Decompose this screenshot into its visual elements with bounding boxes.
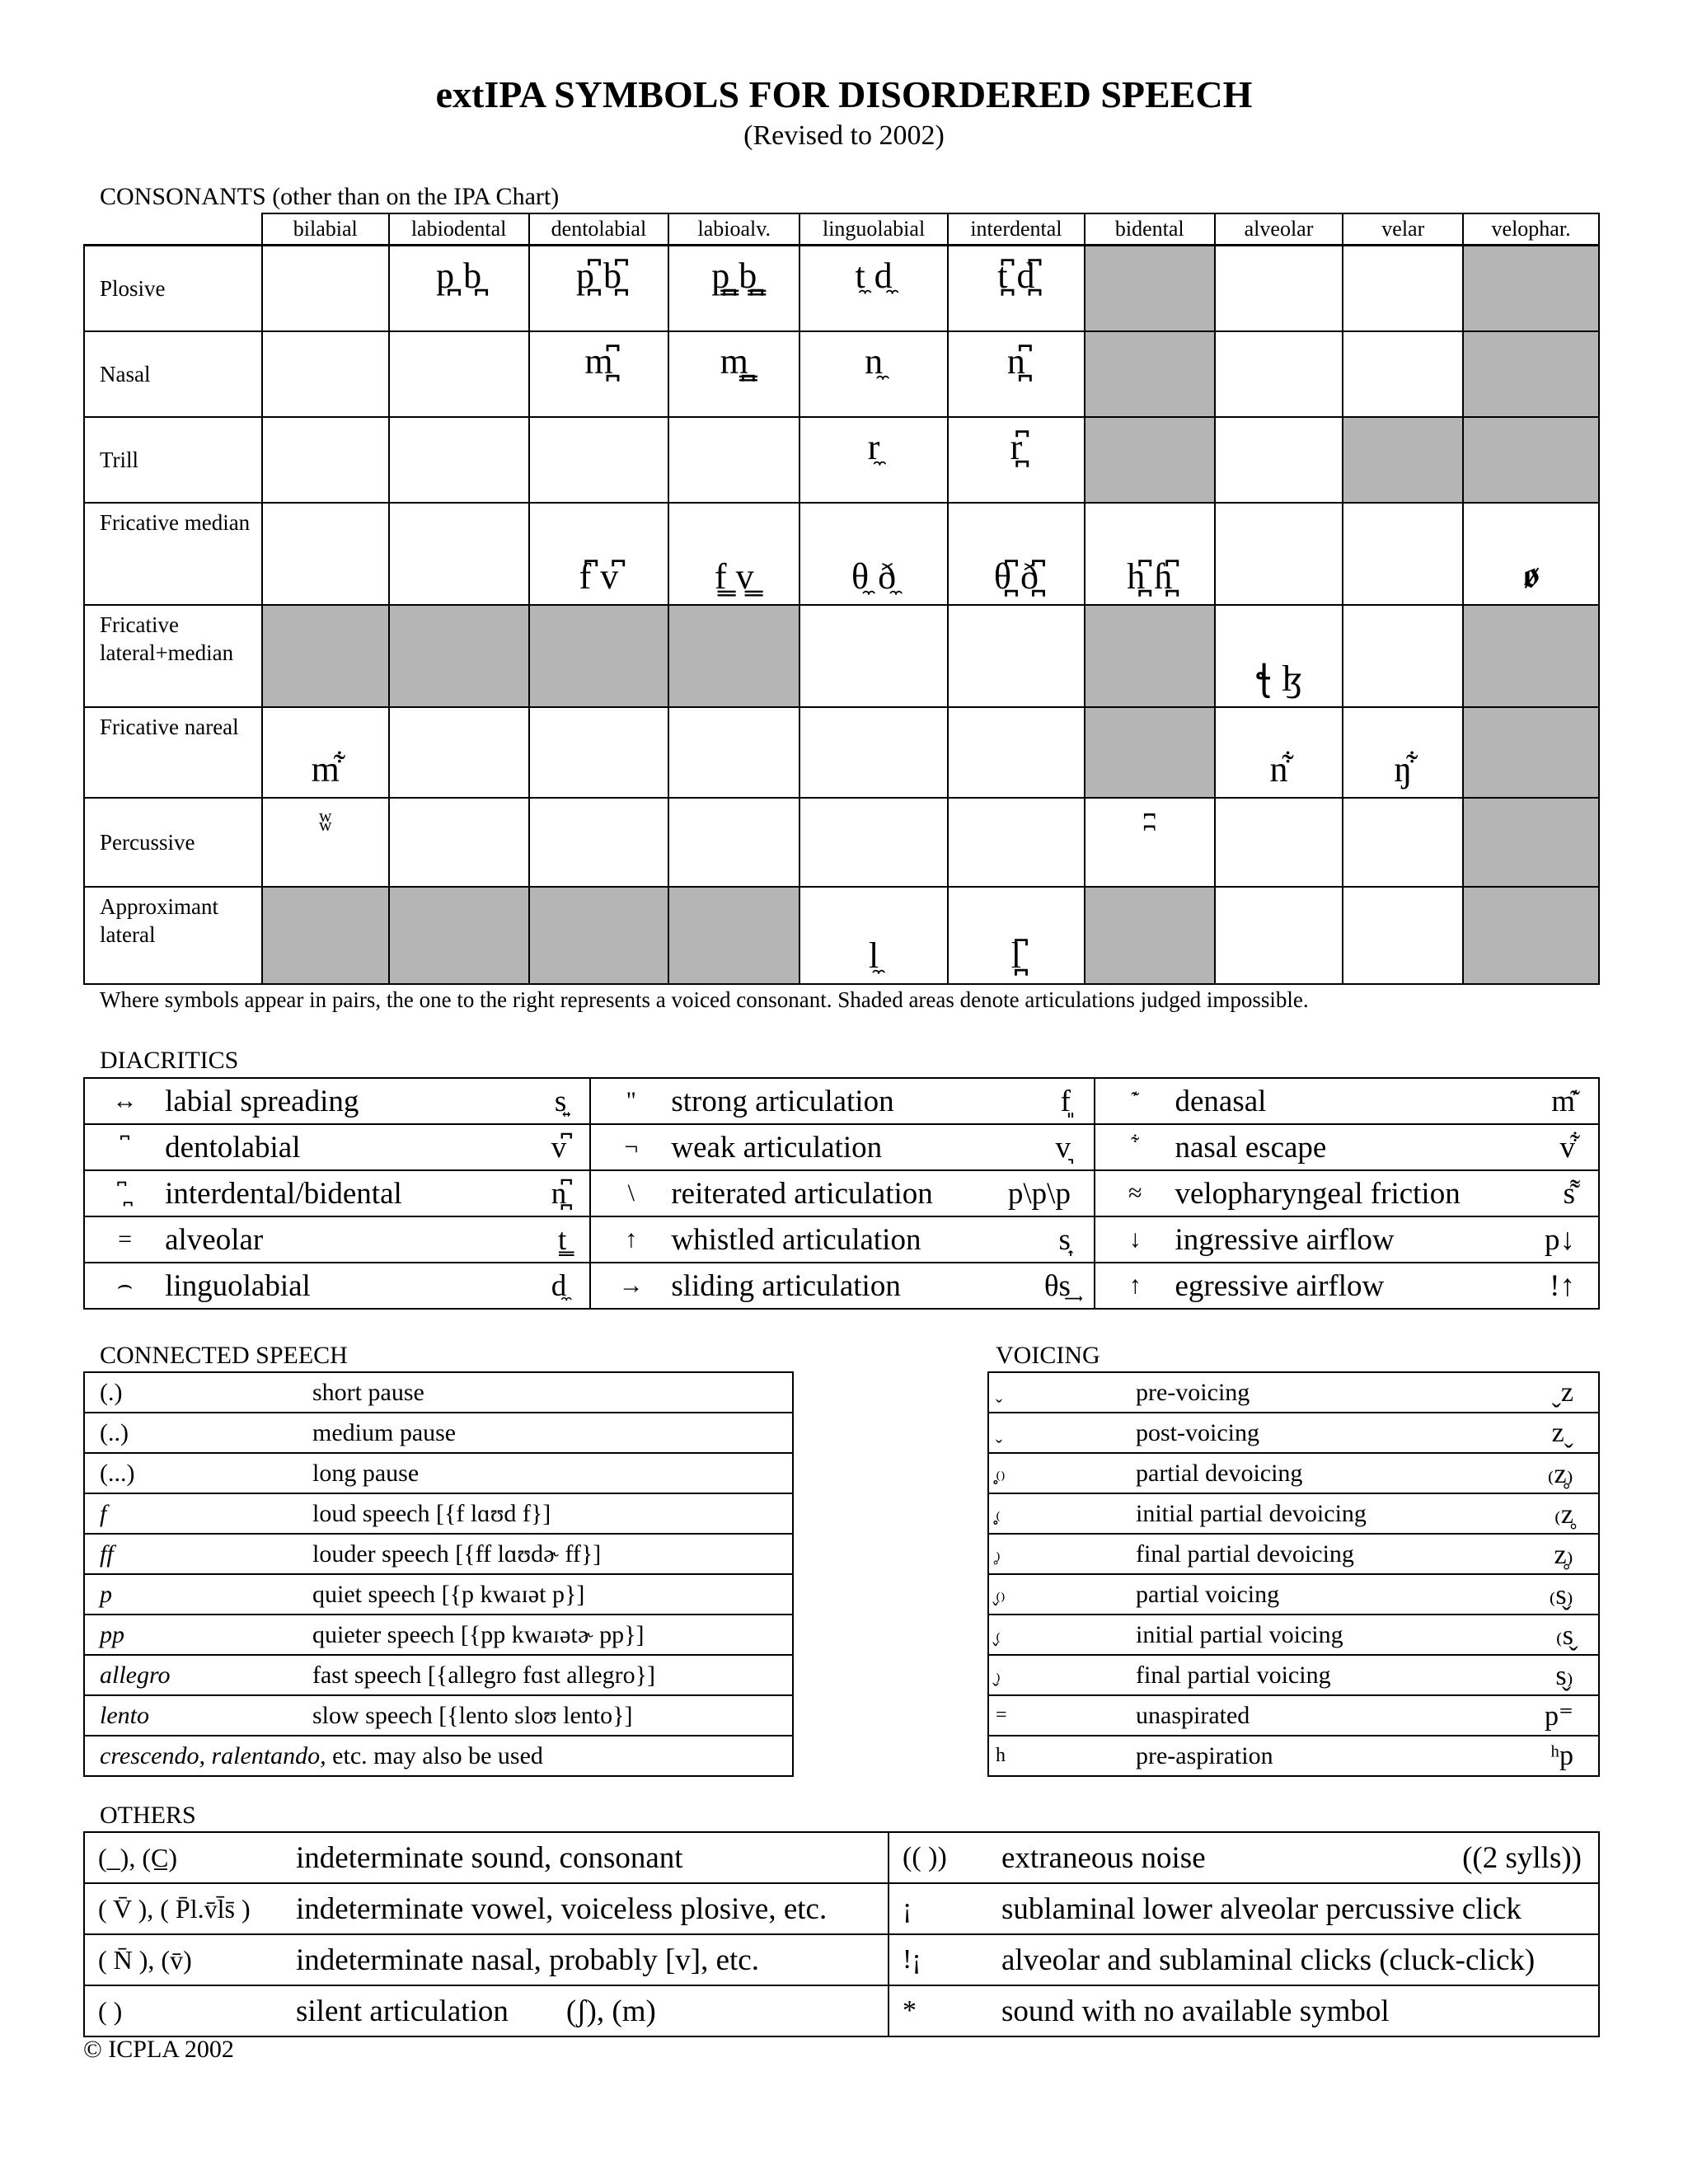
diacritic-mark: = bbox=[84, 1216, 165, 1263]
cell bbox=[1343, 605, 1463, 707]
others-heading: OTHERS bbox=[100, 1802, 196, 1829]
others-symbol: ( ) bbox=[84, 1985, 296, 2036]
voicing-mark: ₍̬₎ bbox=[988, 1574, 1136, 1615]
diacritic-example: !↑ bbox=[1463, 1263, 1599, 1309]
cell bbox=[799, 605, 948, 707]
cell bbox=[262, 331, 389, 417]
cell: ʭ bbox=[1085, 798, 1215, 887]
cs-description: medium pause bbox=[298, 1413, 793, 1453]
row-label: Fricative nareal bbox=[84, 707, 262, 798]
diacritic-example: θs͢ bbox=[958, 1263, 1095, 1309]
cell: n͋ bbox=[1215, 707, 1343, 798]
voicing-description: pre-aspiration bbox=[1136, 1736, 1499, 1776]
cell: n̪͆ bbox=[948, 331, 1085, 417]
others-symbol: ( N̄ ), (v̄) bbox=[84, 1934, 296, 1985]
diacritic-mark: ⌢ bbox=[84, 1263, 165, 1309]
col-alveolar: alveolar bbox=[1215, 213, 1343, 246]
diacritic-mark: ¬ bbox=[590, 1124, 671, 1170]
diacritic-mark bbox=[1095, 1124, 1175, 1170]
voicing-example: s̬₎ bbox=[1499, 1655, 1599, 1695]
diacritic-label: labial spreading bbox=[165, 1084, 359, 1118]
row-trill bbox=[84, 417, 1599, 503]
diacritic-example: v͉ bbox=[958, 1124, 1095, 1170]
col-bilabial: bilabial bbox=[262, 213, 389, 246]
col-dentolabial: dentolabial bbox=[529, 213, 669, 246]
connected-speech-row bbox=[84, 1493, 793, 1534]
cell: m̪͇ bbox=[668, 331, 799, 417]
diacritic-mark bbox=[1095, 1078, 1175, 1124]
voicing-row bbox=[988, 1736, 1599, 1776]
cs-description: fast speech [{allegro fɑst allegro}] bbox=[298, 1655, 793, 1695]
others-symbol: (_), (C̲) bbox=[84, 1832, 296, 1883]
voicing-row bbox=[988, 1655, 1599, 1695]
cs-description: quieter speech [{pp kwaɪətɚ pp}] bbox=[298, 1615, 793, 1655]
cs-footer bbox=[84, 1736, 793, 1776]
row-label: Fricative median bbox=[84, 503, 262, 605]
voicing-mark: h bbox=[988, 1736, 1136, 1776]
cell bbox=[799, 798, 948, 887]
voicing-example: ₍z̥ bbox=[1499, 1493, 1599, 1534]
diacritic-mark: ↑ bbox=[590, 1216, 671, 1263]
cell: n̼ bbox=[799, 331, 948, 417]
cell bbox=[1343, 246, 1463, 331]
cell: f͆ v͆ bbox=[529, 503, 669, 605]
diacritic-label: denasal bbox=[1175, 1084, 1267, 1118]
shaded-cell bbox=[389, 605, 529, 707]
cs-description: long pause bbox=[298, 1453, 793, 1493]
cs-symbol: allegro bbox=[84, 1655, 298, 1695]
shaded-cell bbox=[668, 605, 799, 707]
voicing-mark: ˬ bbox=[988, 1372, 1136, 1413]
shaded-cell bbox=[1463, 798, 1599, 887]
diacritic-row bbox=[84, 1124, 1599, 1170]
cell bbox=[1215, 331, 1343, 417]
diacritic-row bbox=[84, 1263, 1599, 1309]
voicing-example: ˬz bbox=[1499, 1372, 1599, 1413]
col-velopharyngeal: velophar. bbox=[1463, 213, 1599, 246]
shaded-cell bbox=[1343, 417, 1463, 503]
shaded-cell bbox=[1463, 417, 1599, 503]
voicing-row bbox=[988, 1534, 1599, 1574]
shaded-cell bbox=[1463, 605, 1599, 707]
diacritic-example: d̼ bbox=[455, 1263, 590, 1309]
diacritic-row bbox=[84, 1078, 1599, 1124]
cs-description: loud speech [{f lɑʊd f}] bbox=[298, 1493, 793, 1534]
cell bbox=[389, 503, 529, 605]
others-description: indeterminate nasal, probably [v], etc. bbox=[296, 1934, 889, 1985]
voicing-row bbox=[988, 1695, 1599, 1736]
consonants-header-row bbox=[84, 213, 1599, 246]
cell: l̼ bbox=[799, 887, 948, 984]
diacritic-mark: \ bbox=[590, 1170, 671, 1216]
diacritic-mark: → bbox=[590, 1263, 671, 1309]
cs-symbol: p bbox=[84, 1574, 298, 1615]
cell: ꬾ bbox=[1463, 503, 1599, 605]
voicing-description: partial voicing bbox=[1136, 1574, 1499, 1615]
diacritic-label: dentolabial bbox=[165, 1130, 301, 1165]
cell: t̪͆ d̪͆ bbox=[948, 246, 1085, 331]
others-row bbox=[84, 1934, 1599, 1985]
voicing-example: zˬ bbox=[1499, 1413, 1599, 1453]
cell bbox=[948, 605, 1085, 707]
row-label: Approximant lateral bbox=[84, 887, 262, 984]
voicing-mark: ̥₎ bbox=[988, 1534, 1136, 1574]
row-percussive bbox=[84, 798, 1599, 887]
connected-speech-row bbox=[84, 1413, 793, 1453]
cell: ŋ͋ bbox=[1343, 707, 1463, 798]
cell bbox=[948, 798, 1085, 887]
others-row bbox=[84, 1985, 1599, 2036]
diacritic-label: strong articulation bbox=[671, 1084, 894, 1118]
shaded-cell bbox=[262, 605, 389, 707]
row-label: Percussive bbox=[84, 798, 262, 887]
cell: h̪͆ ɦ̪͆ bbox=[1085, 503, 1215, 605]
diacritic-example: m͊ bbox=[1463, 1078, 1599, 1124]
connected-speech-row bbox=[84, 1655, 793, 1695]
cell bbox=[262, 503, 389, 605]
connected-speech-table bbox=[83, 1371, 794, 1777]
page-title: extIPA SYMBOLS FOR DISORDERED SPEECH bbox=[435, 73, 1253, 115]
cell bbox=[389, 798, 529, 887]
row-nasal bbox=[84, 331, 1599, 417]
cell: l̪͆ bbox=[948, 887, 1085, 984]
voicing-mark: ₍̬ bbox=[988, 1615, 1136, 1655]
cs-description: short pause bbox=[298, 1372, 793, 1413]
shaded-cell bbox=[529, 605, 669, 707]
others-description-cell bbox=[1001, 1832, 1599, 1883]
shaded-cell bbox=[1463, 887, 1599, 984]
row-fricative-median bbox=[84, 503, 1599, 605]
cell bbox=[799, 707, 948, 798]
col-interdental: interdental bbox=[948, 213, 1085, 246]
cell bbox=[1343, 331, 1463, 417]
cell: ʬ bbox=[262, 798, 389, 887]
cell bbox=[668, 417, 799, 503]
cell: ꞎ ɮ bbox=[1215, 605, 1343, 707]
diacritic-example: f͈ bbox=[958, 1078, 1095, 1124]
shaded-cell bbox=[389, 887, 529, 984]
voicing-description: unaspirated bbox=[1136, 1695, 1499, 1736]
cell bbox=[262, 417, 389, 503]
voicing-row bbox=[988, 1493, 1599, 1534]
shaded-cell bbox=[529, 887, 669, 984]
cell: r̪͆ bbox=[948, 417, 1085, 503]
voicing-mark: ₍̥₎ bbox=[988, 1453, 1136, 1493]
col-linguolabial: linguolabial bbox=[799, 213, 948, 246]
diacritic-example: s͌ bbox=[1463, 1170, 1599, 1216]
connected-speech-row bbox=[84, 1372, 793, 1413]
diacritics-heading: DIACRITICS bbox=[100, 1047, 239, 1074]
others-symbol: (( )) bbox=[889, 1832, 1001, 1883]
cell: t̼ d̼ bbox=[799, 246, 948, 331]
voicing-description: final partial devoicing bbox=[1136, 1534, 1499, 1574]
others-description: indeterminate sound, consonant bbox=[296, 1832, 889, 1883]
connected-speech-row bbox=[84, 1453, 793, 1493]
cs-symbol: lento bbox=[84, 1695, 298, 1736]
diacritic-label: interdental/bidental bbox=[165, 1176, 402, 1211]
cell bbox=[389, 331, 529, 417]
others-description: alveolar and sublaminal clicks (cluck-click) bbox=[1001, 1934, 1599, 1985]
cell: p̪͆ b̪͆ bbox=[529, 246, 669, 331]
diacritic-mark: ↔ bbox=[84, 1078, 165, 1124]
cell: m͋ bbox=[262, 707, 389, 798]
others-description: silent articulation bbox=[296, 1994, 509, 2028]
voicing-description: pre-voicing bbox=[1136, 1372, 1499, 1413]
diacritic-mark: " bbox=[590, 1078, 671, 1124]
cell: p̪͇ b̪͇ bbox=[668, 246, 799, 331]
voicing-table bbox=[987, 1371, 1600, 1777]
cell bbox=[262, 246, 389, 331]
others-table bbox=[83, 1831, 1600, 2037]
shaded-cell bbox=[1085, 707, 1215, 798]
voicing-example: p⁼ bbox=[1499, 1695, 1599, 1736]
row-approximant-lateral bbox=[84, 887, 1599, 984]
cell bbox=[1343, 798, 1463, 887]
cell: m̪͆ bbox=[529, 331, 669, 417]
voicing-description: post-voicing bbox=[1136, 1413, 1499, 1453]
cell: r̼ bbox=[799, 417, 948, 503]
cell bbox=[1215, 417, 1343, 503]
cs-description: louder speech [{ff lɑʊdɚ ff}] bbox=[298, 1534, 793, 1574]
row-label: Fricative lateral+median bbox=[84, 605, 262, 707]
voicing-mark: = bbox=[988, 1695, 1136, 1736]
cell bbox=[668, 707, 799, 798]
shaded-cell bbox=[262, 887, 389, 984]
shaded-cell bbox=[1085, 331, 1215, 417]
cs-symbol: (..) bbox=[84, 1413, 298, 1453]
shaded-cell bbox=[1463, 331, 1599, 417]
cs-footer-italic: crescendo, ralentando, bbox=[100, 1741, 326, 1769]
others-description: sublaminal lower alveolar percussive click bbox=[1001, 1883, 1599, 1934]
others-example: ((2 sylls)) bbox=[1462, 1840, 1582, 1875]
connected-speech-row bbox=[84, 1574, 793, 1615]
cell: θ̼ ð̼ bbox=[799, 503, 948, 605]
diacritic-example: v͆ bbox=[455, 1124, 590, 1170]
diacritic-label: alveolar bbox=[165, 1222, 264, 1257]
cell: f͇ v͇ bbox=[668, 503, 799, 605]
diacritic-example: s͍ bbox=[455, 1078, 590, 1124]
cell bbox=[1215, 887, 1343, 984]
diacritic-label: linguolabial bbox=[165, 1268, 311, 1303]
row-plosive bbox=[84, 246, 1599, 331]
voicing-example: ʰp bbox=[1499, 1736, 1599, 1776]
cell: p̪ b̪ bbox=[389, 246, 529, 331]
voicing-mark: ˬ bbox=[988, 1413, 1136, 1453]
voicing-row bbox=[988, 1413, 1599, 1453]
header-corner bbox=[84, 213, 262, 246]
diacritic-example: t͇ bbox=[455, 1216, 590, 1263]
shaded-cell bbox=[1085, 417, 1215, 503]
diacritic-mark: ↓ bbox=[1095, 1216, 1175, 1263]
row-label: Trill bbox=[84, 417, 262, 503]
consonants-heading: CONSONANTS (other than on the IPA Chart) bbox=[100, 183, 560, 210]
voicing-description: initial partial voicing bbox=[1136, 1615, 1499, 1655]
voicing-example: z̥₎ bbox=[1499, 1534, 1599, 1574]
diacritic-example: v͋ bbox=[1463, 1124, 1599, 1170]
diacritic-mark: ͆ ̪ bbox=[84, 1170, 165, 1216]
diacritic-example: p\p\p bbox=[958, 1170, 1095, 1216]
consonants-note: Where symbols appear in pairs, the one to the right represents a voiced consonant. Shaded areas denote articulations judged impossible. bbox=[100, 987, 1309, 1012]
col-labiodental: labiodental bbox=[389, 213, 529, 246]
others-symbol: ¡ bbox=[889, 1883, 1001, 1934]
voicing-heading: VOICING bbox=[996, 1342, 1100, 1369]
diacritic-mark: ≈ bbox=[1095, 1170, 1175, 1216]
shaded-cell bbox=[1085, 605, 1215, 707]
diacritic-example: s͎ bbox=[958, 1216, 1095, 1263]
voicing-row bbox=[988, 1574, 1599, 1615]
cell bbox=[389, 707, 529, 798]
voicing-example: ₍s̬ bbox=[1499, 1615, 1599, 1655]
row-fricative-nareal bbox=[84, 707, 1599, 798]
cell bbox=[1215, 798, 1343, 887]
diacritic-row bbox=[84, 1170, 1599, 1216]
row-fricative-lateral-median bbox=[84, 605, 1599, 707]
cell bbox=[529, 417, 669, 503]
voicing-description: initial partial devoicing bbox=[1136, 1493, 1499, 1534]
consonants-table bbox=[83, 213, 1600, 985]
diacritic-label: ingressive airflow bbox=[1175, 1222, 1395, 1257]
voicing-row bbox=[988, 1453, 1599, 1493]
voicing-row bbox=[988, 1372, 1599, 1413]
shaded-cell bbox=[1463, 707, 1599, 798]
cell: θ̪͆ ð̪͆ bbox=[948, 503, 1085, 605]
cs-footer-rest: etc. may also be used bbox=[326, 1741, 543, 1769]
diacritic-label: velopharyngeal friction bbox=[1175, 1176, 1461, 1211]
cs-description: slow speech [{lento sloʊ lento}] bbox=[298, 1695, 793, 1736]
diacritic-label: sliding articulation bbox=[671, 1268, 901, 1303]
cell bbox=[668, 798, 799, 887]
diacritics-table bbox=[83, 1077, 1600, 1310]
connected-speech-heading: CONNECTED SPEECH bbox=[100, 1342, 348, 1369]
cs-symbol: pp bbox=[84, 1615, 298, 1655]
cs-symbol: ff bbox=[84, 1534, 298, 1574]
cs-symbol: (...) bbox=[84, 1453, 298, 1493]
col-labioalveolar: labioalv. bbox=[668, 213, 799, 246]
cs-description: quiet speech [{p kwaɪət p}] bbox=[298, 1574, 793, 1615]
row-label: Plosive bbox=[84, 246, 262, 331]
voicing-mark: ̬₎ bbox=[988, 1655, 1136, 1695]
shaded-cell bbox=[1085, 887, 1215, 984]
shaded-cell bbox=[668, 887, 799, 984]
diacritic-label: whistled articulation bbox=[671, 1222, 921, 1257]
connected-speech-row bbox=[84, 1534, 793, 1574]
col-bidental: bidental bbox=[1085, 213, 1215, 246]
diacritic-mark: ↑ bbox=[1095, 1263, 1175, 1309]
cell bbox=[1215, 246, 1343, 331]
diacritic-label: egressive airflow bbox=[1175, 1268, 1385, 1303]
voicing-description: partial devoicing bbox=[1136, 1453, 1499, 1493]
cell bbox=[529, 707, 669, 798]
others-description-cell bbox=[296, 1985, 889, 2036]
cell bbox=[529, 798, 669, 887]
cell bbox=[389, 417, 529, 503]
voicing-row bbox=[988, 1615, 1599, 1655]
connected-speech-row bbox=[84, 1695, 793, 1736]
diacritic-example: p↓ bbox=[1463, 1216, 1599, 1263]
col-velar: velar bbox=[1343, 213, 1463, 246]
cell bbox=[1343, 887, 1463, 984]
diacritic-label: nasal escape bbox=[1175, 1130, 1327, 1165]
voicing-example: ₍z̥₎ bbox=[1499, 1453, 1599, 1493]
connected-speech-footer-row bbox=[84, 1736, 793, 1776]
diacritic-mark bbox=[84, 1124, 165, 1170]
connected-speech-row bbox=[84, 1615, 793, 1655]
shaded-cell bbox=[1463, 246, 1599, 331]
voicing-example: ₍s̬₎ bbox=[1499, 1574, 1599, 1615]
others-description: indeterminate vowel, voiceless plosive, etc. bbox=[296, 1883, 889, 1934]
others-symbol: ( V̄ ), ( P̄l.v̄l̄s̄ ) bbox=[84, 1883, 296, 1934]
diacritic-label: weak articulation bbox=[671, 1130, 883, 1165]
cell bbox=[1215, 503, 1343, 605]
diacritic-row bbox=[84, 1216, 1599, 1263]
others-row bbox=[84, 1883, 1599, 1934]
others-example: (ʃ), (m) bbox=[565, 1994, 656, 2028]
copyright-footer: © ICPLA 2002 bbox=[83, 2036, 234, 2063]
diacritic-label: reiterated articulation bbox=[671, 1176, 933, 1211]
others-description: sound with no available symbol bbox=[1001, 1985, 1599, 2036]
others-symbol: * bbox=[889, 1985, 1001, 2036]
cs-symbol: (.) bbox=[84, 1372, 298, 1413]
diacritic-example: n̪͆ bbox=[455, 1170, 590, 1216]
voicing-mark: ₍̥ bbox=[988, 1493, 1136, 1534]
voicing-description: final partial voicing bbox=[1136, 1655, 1499, 1695]
page-subtitle: (Revised to 2002) bbox=[743, 120, 945, 151]
others-symbol: !¡ bbox=[889, 1934, 1001, 1985]
shaded-cell bbox=[1085, 246, 1215, 331]
others-row bbox=[84, 1832, 1599, 1883]
cell bbox=[1343, 503, 1463, 605]
row-label: Nasal bbox=[84, 331, 262, 417]
cell bbox=[948, 707, 1085, 798]
cs-symbol: f bbox=[84, 1493, 298, 1534]
others-description: extraneous noise bbox=[1001, 1840, 1206, 1875]
